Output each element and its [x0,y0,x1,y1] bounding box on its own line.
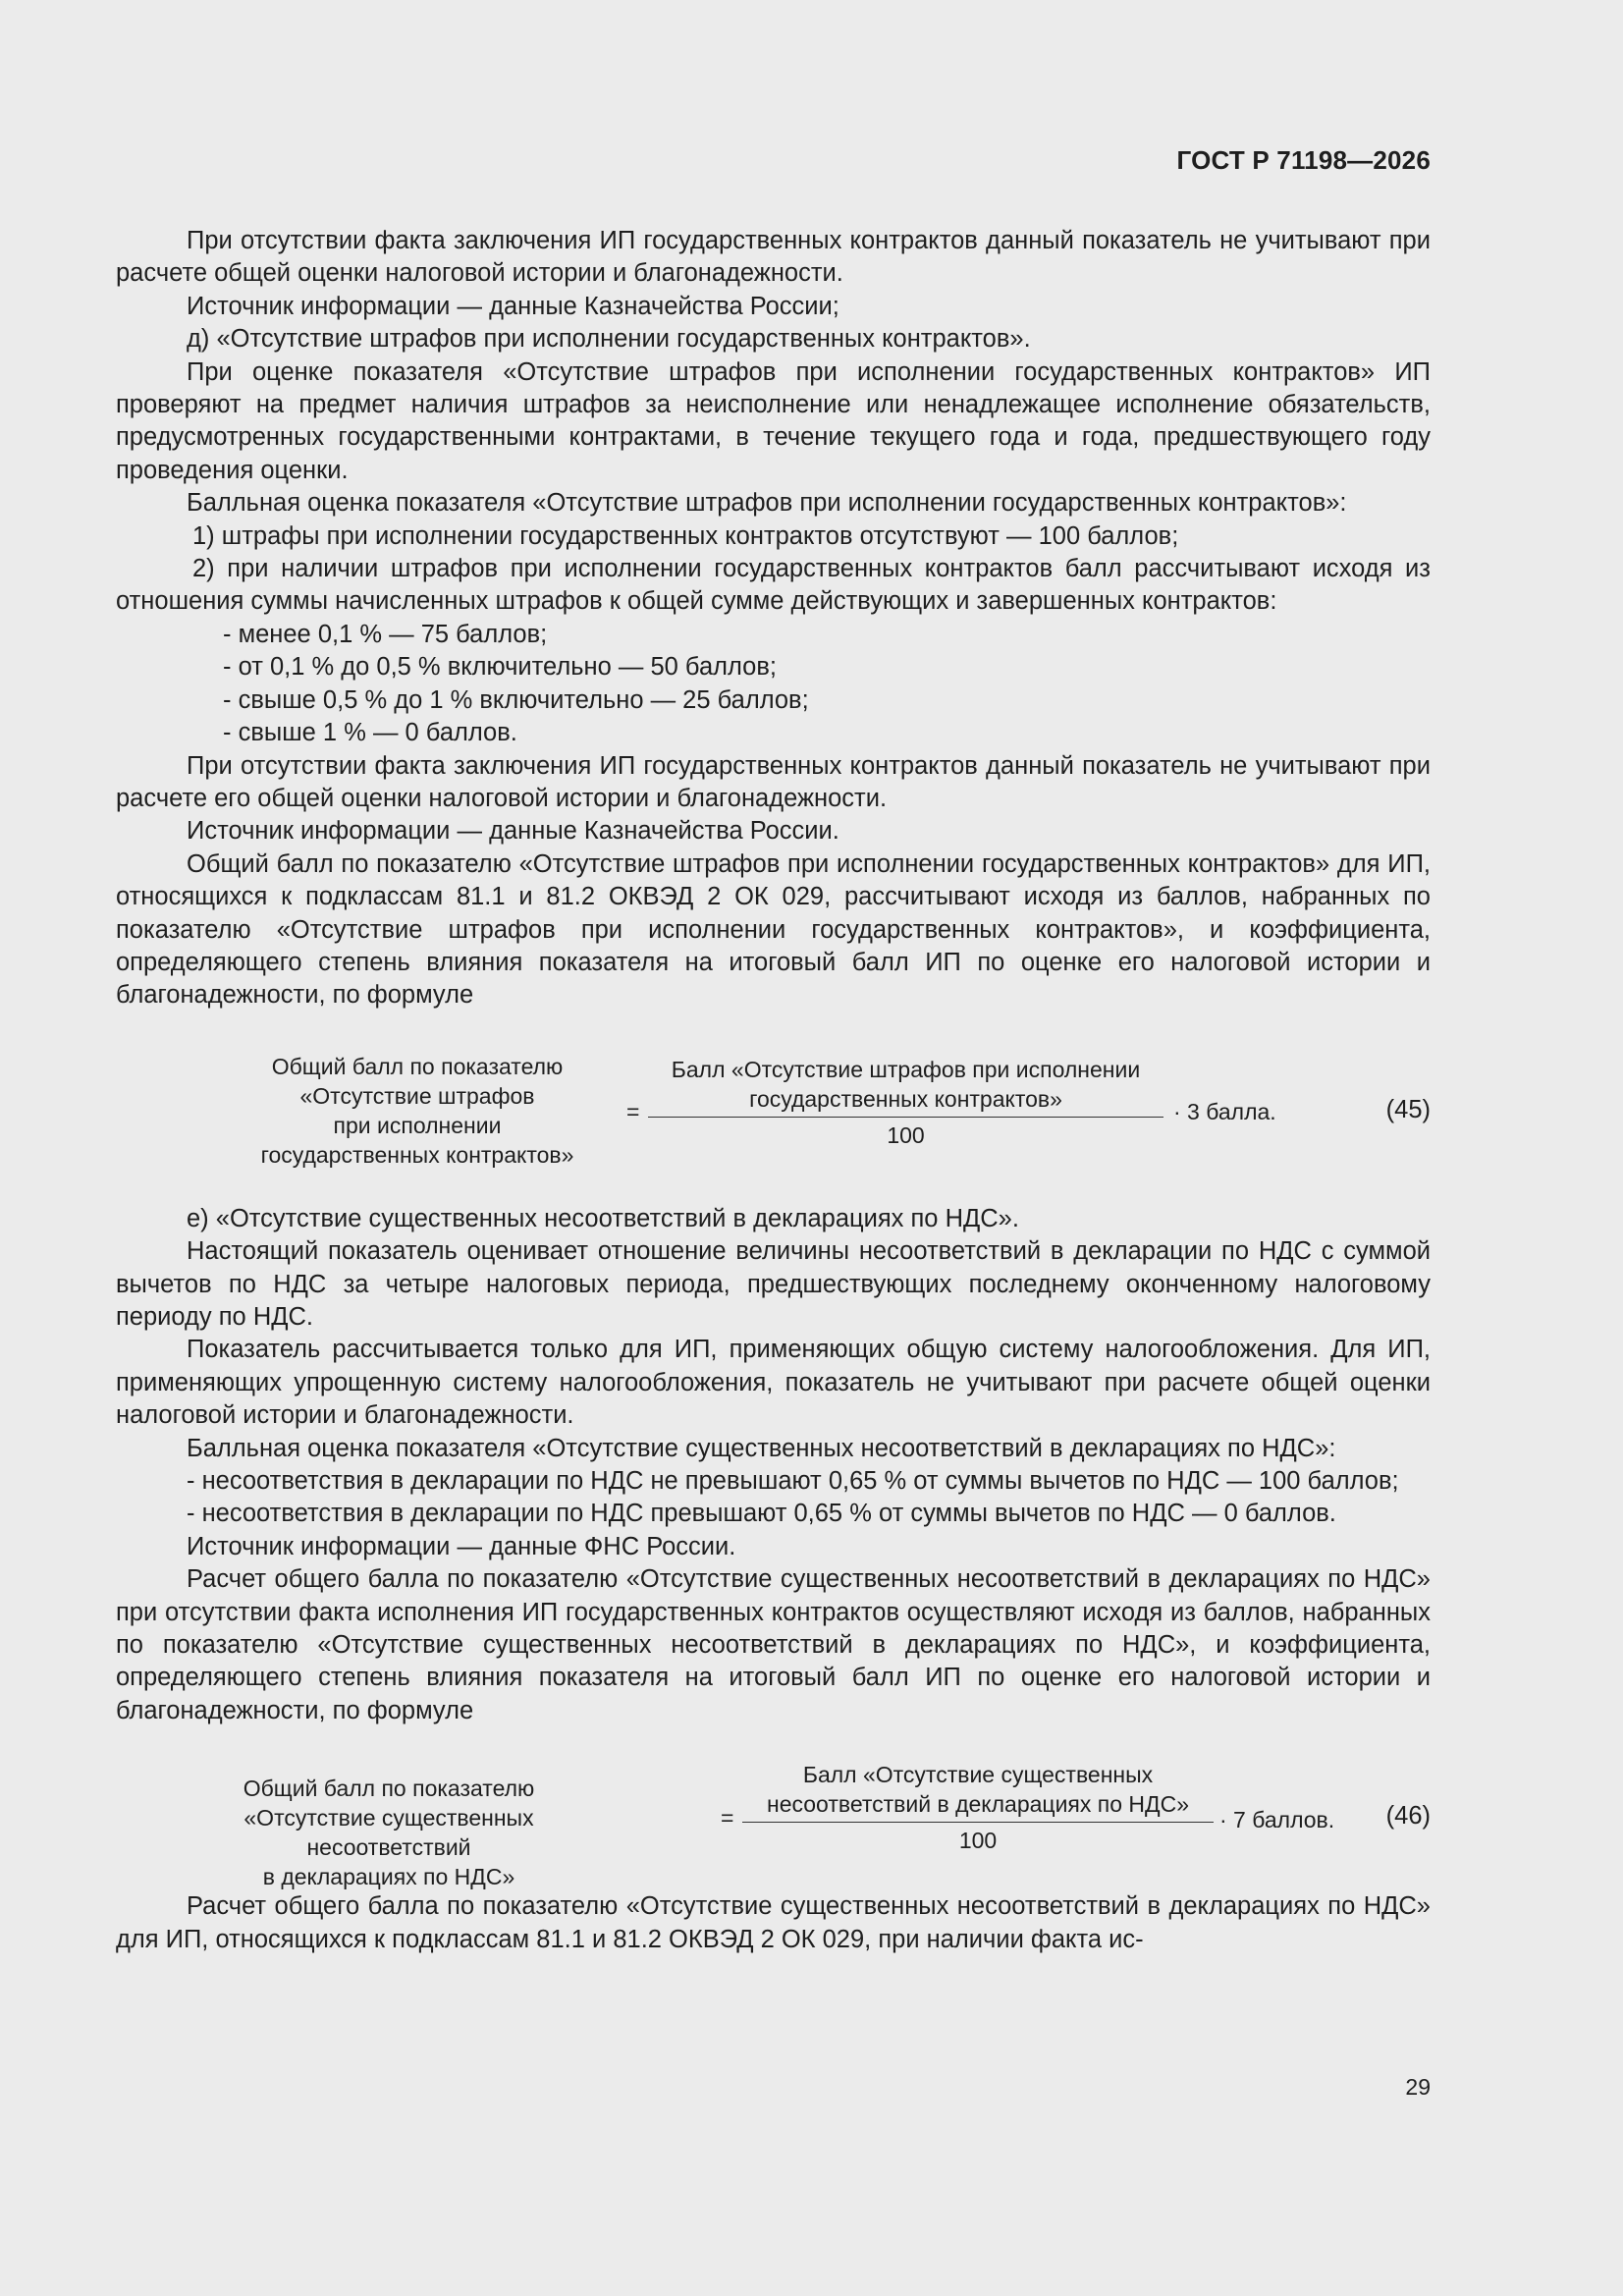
paragraph: При оценке показателя «Отсутствие штрафов при исполнении государственных контрактов» ИП проверяют на предмет наличия штрафов за неисполнение или ненадлежащее исполнение обязательств, предусмотренных государственными контрактами, в течение текущего года и года, предшествующего году проведения оценки. [116,357,1431,484]
dash-item: - от 0,1 % до 0,5 % включительно — 50 баллов; [223,653,777,682]
list-item: 2) при наличии штрафов при исполнении государственных контрактов балл рассчитывают исходя из отношения суммы начисленных штрафов к общей сумме действующих и завершенных контрактов: [116,555,1431,616]
paragraph: При отсутствии факта заключения ИП государственных контрактов данный показатель не учитывают при расчете общей оценки налоговой истории и благонадежности. [116,227,1431,288]
fraction-denominator: 100 [958,1828,998,1854]
list-item: 1) штрафы при исполнении государственных контрактов отсутствуют — 100 баллов; [192,521,1179,550]
paragraph: Источник информации — данные Казначейства России. [187,817,839,846]
paragraph: Балльная оценка показателя «Отсутствие штрафов при исполнении государственных контрактов»: [187,489,1347,518]
dash-item: - несоответствия в декларации по НДС не превышают 0,65 % от суммы вычетов по НДС — 100 баллов; [187,1467,1399,1495]
paragraph: Показатель рассчитывается только для ИП, применяющих общую систему налогообложения. Для ИП, применяющих упрощенную систему налогообложения, показатель не учитывают при расчете общей оценки налоговой истории и благонадежности. [116,1336,1431,1430]
fraction-numerator: Балл «Отсутствие существенных несоответствий в декларациях по НДС» [767,1762,1189,1818]
fraction-numerator: Балл «Отсутствие штрафов при исполнении государственных контрактов» [671,1056,1141,1112]
body-text [116,225,1431,1956]
formula-multiplier: · 7 баллов. [1219,1807,1335,1833]
paragraph: Общий балл по показателю «Отсутствие штрафов при исполнении государственных контрактов» для ИП, относящихся к подклассам 81.1 и 81.2 ОКВЭД 2 ОК 029, рассчитывают исходя из баллов, набранных по показателю «Отсутствие штрафов при исполнении государственных контрактов», и коэффициента, определяющего степень влияния показателя на итоговый балл ИП по оценке его налоговой истории и благонадежности, по формуле [116,849,1431,1010]
formula-number: (46) [1385,1802,1431,1831]
paragraph: Балльная оценка показателя «Отсутствие существенных несоответствий в декларациях по НДС»: [187,1434,1336,1462]
formula-multiplier: · 3 балла. [1173,1098,1276,1124]
paragraph: При отсутствии факта заключения ИП государственных контрактов данный показатель не учитывают при расчете его общей оценки налоговой истории и благонадежности. [116,751,1431,812]
paragraph: Расчет общего балла по показателю «Отсутствие существенных несоответствий в декларациях по НДС» для ИП, относящихся к подклассам 81.1 и 81.2 ОКВЭД 2 ОК 029, при наличии факта ис- [116,1892,1431,1953]
paragraph: Расчет общего балла по показателю «Отсутствие существенных несоответствий в декларациях по НДС» при отсутствии факта исполнения ИП государственных контрактов осуществляют исходя из баллов, набранных по показателю «Отсутствие существенных несоответствий в декларациях по НДС», и коэффициента, определяющего степень влияния показателя на итоговый балл ИП по оценке его налоговой истории и благонадежности, по формуле [116,1565,1431,1724]
dash-item: - менее 0,1 % — 75 баллов; [223,620,548,648]
paragraph: Настоящий показатель оценивает отношение величины несоответствий в декларации по НДС с суммой вычетов по НДС за четыре налоговых периода, предшествующих последнему оконченному налоговому периоду по НДС. [116,1237,1431,1331]
list-item-d: д) «Отсутствие штрафов при исполнении государственных контрактов». [187,325,1031,354]
dash-item: - несоответствия в декларации по НДС превышают 0,65 % от суммы вычетов по НДС — 0 баллов. [187,1500,1336,1528]
equals-sign: = [626,1098,640,1124]
list-item-e: е) «Отсутствие существенных несоответствий в декларациях по НДС». [187,1204,1019,1232]
paragraph: Источник информации — данные ФНС России. [187,1532,736,1560]
fraction-denominator: 100 [887,1121,925,1148]
page-number: 29 [1405,2074,1431,2100]
formula-fraction [648,1055,1163,1150]
document-id: ГОСТ Р 71198—2026 [1176,145,1431,175]
formula-46 [116,1727,1431,1890]
formula-fraction [742,1760,1214,1855]
paragraph: Источник информации — данные Казначейства России; [187,292,839,320]
equals-sign: = [721,1805,734,1831]
formula-number: (45) [1385,1095,1431,1123]
formula-45 [116,1012,1431,1203]
formula-lhs: Общий балл по показателю «Отсутствие существенных несоответствий в декларациях по НДС» [243,1776,535,1890]
dash-item: - свыше 1 % — 0 баллов. [223,719,517,747]
formula-lhs: Общий балл по показателю «Отсутствие штрафов при исполнении государственных контрактов» [260,1053,574,1168]
dash-item: - свыше 0,5 % до 1 % включительно — 25 баллов; [223,685,809,714]
